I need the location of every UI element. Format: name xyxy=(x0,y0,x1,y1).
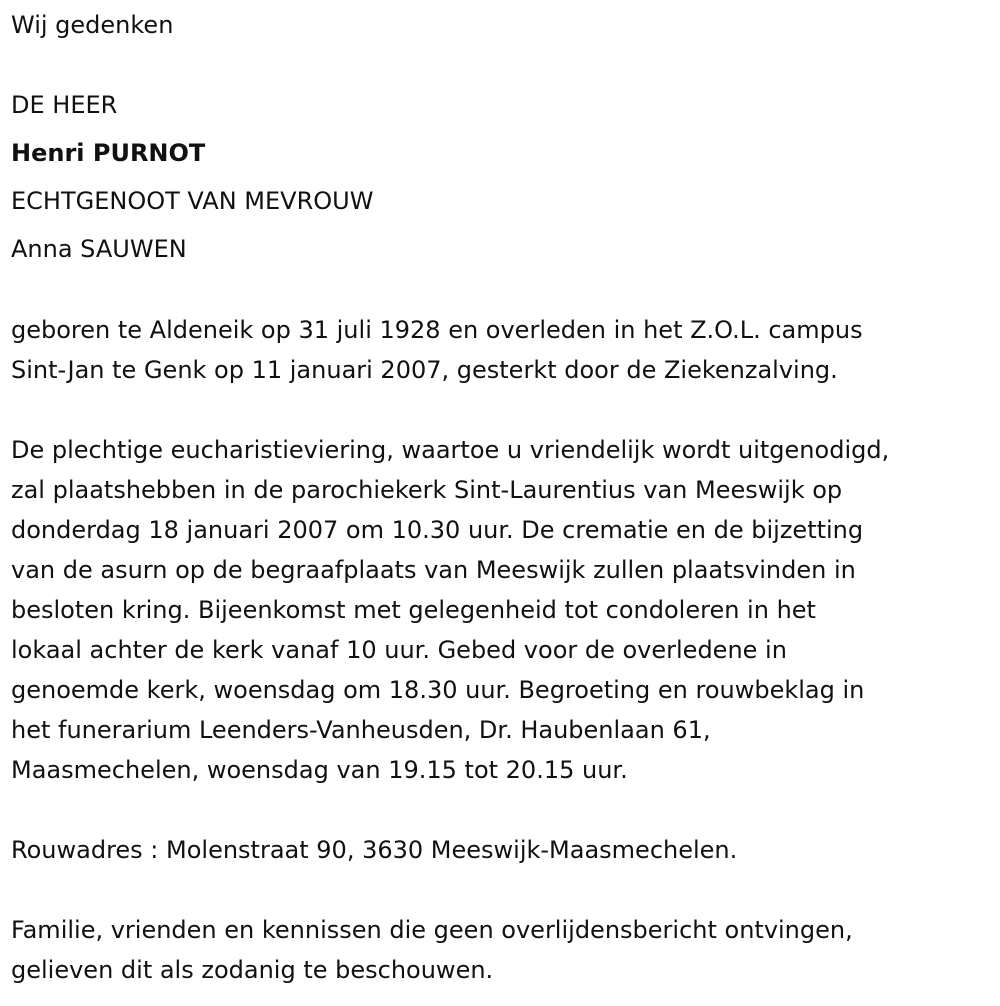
mourning-address xyxy=(11,830,996,870)
ceremony-paragraph xyxy=(11,430,996,790)
paragraph-line: Familie, vrienden en kennissen die geen overlijdensbericht ontvingen, xyxy=(11,916,853,944)
paragraph-line: gelieven dit als zodanig te beschouwen. xyxy=(11,956,494,984)
relation-text: ECHTGENOOT VAN MEVROUW xyxy=(11,187,374,215)
birth-death-paragraph xyxy=(11,310,996,390)
intro-text: Wij gedenken xyxy=(11,11,174,39)
paragraph-line: Maasmechelen, woensdag van 19.15 tot 20.15 uur. xyxy=(11,756,628,784)
paragraph-line: lokaal achter de kerk vanaf 10 uur. Gebed voor de overledene in xyxy=(11,636,787,664)
address-line: Rouwadres : Molenstraat 90, 3630 Meeswijk-Maasmechelen. xyxy=(11,836,738,864)
paragraph-line: van de asurn op de begraafplaats van Meeswijk zullen plaatsvinden in xyxy=(11,556,856,584)
paragraph-line: het funerarium Leenders-Vanheusden, Dr. Haubenlaan 61, xyxy=(11,716,711,744)
paragraph-line: zal plaatshebben in de parochiekerk Sint-Laurentius van Meeswijk op xyxy=(11,476,843,504)
deceased-name: Henri PURNOT xyxy=(11,139,206,167)
spouse-name: Anna SAUWEN xyxy=(11,235,187,263)
paragraph-line: De plechtige eucharistieviering, waartoe u vriendelijk wordt uitgenodigd, xyxy=(11,436,890,464)
closing-paragraph xyxy=(11,910,996,990)
paragraph-line: geboren te Aldeneik op 31 juli 1928 en overleden in het Z.O.L. campus xyxy=(11,316,863,344)
paragraph-line: donderdag 18 januari 2007 om 10.30 uur. De crematie en de bijzetting xyxy=(11,516,864,544)
paragraph-line: Sint-Jan te Genk op 11 januari 2007, gesterkt door de Ziekenzalving. xyxy=(11,356,838,384)
paragraph-line: besloten kring. Bijeenkomst met gelegenheid tot condoleren in het xyxy=(11,596,816,624)
honorific-title: DE HEER xyxy=(11,91,118,119)
paragraph-line: genoemde kerk, woensdag om 18.30 uur. Begroeting en rouwbeklag in xyxy=(11,676,865,704)
